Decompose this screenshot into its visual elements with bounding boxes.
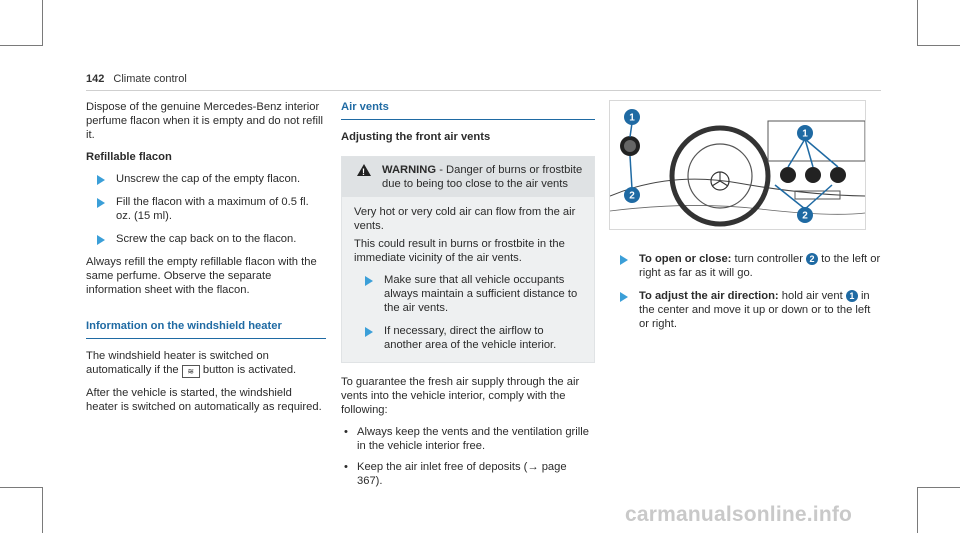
list-item: • Keep the air inlet free of deposits (→ page 367).: [344, 461, 567, 487]
callout-badge: 2: [806, 253, 818, 265]
column-left: [86, 100, 326, 422]
crop-mark: [42, 487, 43, 533]
air-vent-icon: [830, 167, 846, 183]
step-item: Make sure that all vehicle occupants always maintain a sufficient distance to the air vents.: [354, 273, 582, 315]
warning-header: [342, 157, 594, 197]
triangle-right-icon: [97, 198, 105, 208]
guarantee-paragraph: To guarantee the fresh air supply through the air vents into the vehicle interior, comply with the following:: [341, 376, 580, 416]
svg-text:1: 1: [629, 112, 635, 124]
callout-badge: 1: [846, 290, 858, 302]
list-item: • Always keep the vents and the ventilation grille in the vehicle interior free.: [344, 426, 589, 452]
triangle-right-icon: [620, 292, 628, 302]
callout-badge: [797, 125, 813, 141]
windshield-heater-button-icon: ≋: [182, 365, 200, 378]
warning-label: WARNING: [382, 164, 437, 176]
step-item: Fill the flacon with a maximum of 0.5 fl. oz. (15 ml).: [86, 195, 326, 223]
warning-body: Very hot or very cold air can flow from the air vents. This could result in burns or frostbite in the immediate vicinity of the air vents. Make sure that all vehicle occupants always maintain a sufficient distance to the air vents. If necessary, direct the airflow to another area of the vehicle interior.: [342, 197, 594, 362]
triangle-right-icon: [97, 235, 105, 245]
triangle-right-icon: [365, 327, 373, 337]
intro-paragraph: Dispose of the genuine Mercedes-Benz interior perfume flacon when it is empty and do not refill it.: [86, 101, 323, 141]
triangle-right-icon: [365, 276, 373, 286]
crop-mark: [917, 487, 960, 488]
step-item: If necessary, direct the airflow to another area of the vehicle interior.: [354, 324, 582, 352]
column-middle: [341, 100, 595, 495]
section-name: Climate control: [113, 73, 187, 85]
step-item: Unscrew the cap of the empty flacon.: [86, 172, 326, 186]
windshield-section-title: Information on the windshield heater: [86, 319, 326, 339]
warning-box: [341, 156, 595, 363]
page-number: 142: [86, 73, 105, 85]
column-right: [609, 100, 881, 340]
triangle-right-icon: [620, 255, 628, 265]
triangle-right-icon: [97, 175, 105, 185]
watermark: carmanualsonline.info: [625, 503, 853, 526]
crop-mark: [917, 0, 918, 46]
step-item: Screw the cap back on to the flacon.: [86, 232, 326, 246]
crop-mark: [917, 487, 918, 533]
step-item: To adjust the air direction: hold air vent 1 in the center and move it up or down or to the left or right.: [609, 289, 881, 331]
dashboard-illustration: [609, 100, 866, 230]
windshield-paragraph: The windshield heater is switched on automatically if the ≋ button is activated.: [86, 350, 297, 376]
svg-text:2: 2: [802, 210, 808, 222]
warning-triangle-icon: [357, 164, 371, 176]
crop-mark: [42, 0, 43, 46]
crop-mark: [0, 487, 43, 488]
svg-text:1: 1: [802, 128, 808, 140]
callout-badge: [624, 109, 640, 125]
page-header: [86, 73, 187, 85]
callout-badge: [797, 207, 813, 223]
callout-badge: [624, 187, 640, 203]
dashboard-figure: [610, 101, 865, 229]
svg-text:2: 2: [629, 190, 635, 202]
crop-mark: [0, 45, 43, 46]
refillable-heading: Refillable flacon: [86, 151, 172, 163]
crop-mark: [917, 45, 960, 46]
refill-note: Always refill the empty refillable flacon with the same perfume. Observe the separate information sheet with the flacon.: [86, 256, 317, 296]
warning-heading: - Danger of burns or frostbite due to being too close to the air vents: [382, 164, 583, 190]
header-divider: [86, 90, 881, 91]
step-item: To open or close: turn controller 2 to the left or right as far as it will go.: [609, 252, 881, 280]
air-vent-icon: [805, 167, 821, 183]
adjusting-subtitle: Adjusting the front air vents: [341, 131, 491, 143]
air-vent-icon: [780, 167, 796, 183]
windshield-paragraph-2: After the vehicle is started, the windshield heater is switched on automatically as required.: [86, 387, 322, 413]
air-vents-title: Air vents: [341, 100, 595, 120]
